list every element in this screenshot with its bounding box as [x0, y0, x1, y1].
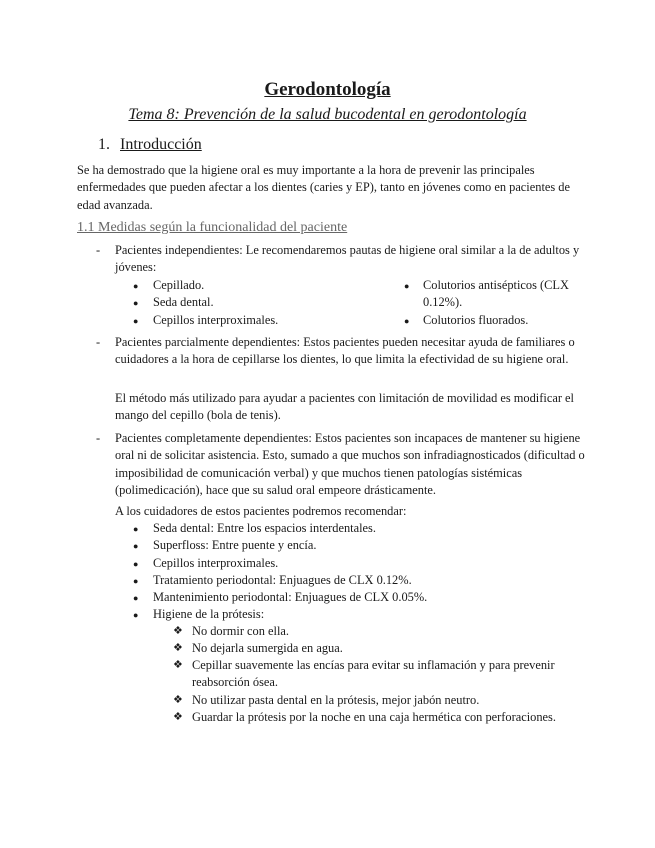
bullet-dot: ● [133, 559, 139, 569]
list-item: Cepillado. [153, 278, 205, 292]
protesis-item: Guardar la prótesis por la noche en una caja hermética con perforaciones. [192, 710, 556, 724]
protesis-item: No dormir con ella. [192, 624, 290, 638]
document-subtitle: Tema 8: Prevención de la salud bucodental en gerodontología [128, 106, 527, 123]
bullet-dot: ● [133, 316, 139, 326]
completa-text: Pacientes completamente dependientes: Estos pacientes son incapaces de mantener su higiene oral ni de solicitar asistencia. Esto, sumado a que muchos son infradiagnosticados (dificultad o imposibilidad de comunicación verbal) y que muchos tienen patologías sistémicas (polimedicación), hace que su salud oral empeore drásticamente. [115, 431, 585, 497]
list-item: Colutorios antisépticos (CLX 0.12%). [423, 278, 569, 310]
section-heading [98, 135, 202, 155]
list-item: Colutorios fluorados. [423, 313, 529, 327]
dash-bullet: - [96, 431, 101, 445]
bullet-dot: ● [133, 610, 139, 620]
diamond-bullet-icon: ❖ [173, 711, 183, 723]
section-number: 1. [98, 136, 110, 153]
diamond-bullet-icon: ❖ [173, 642, 183, 654]
dash-bullet: - [96, 335, 101, 349]
diamond-bullet-icon: ❖ [173, 659, 183, 671]
list-item: Mantenimiento periodontal: Enjuagues de CLX 0.05%. [153, 590, 428, 604]
list-item: Cepillos interproximales. [153, 556, 279, 570]
intro-paragraph: Se ha demostrado que la higiene oral es muy importante a la hora de prevenir las principales enfermedades que pueden afectar a los dientes (caries y EP), tanto en jóvenes como en pacientes de edad avanzada. [77, 163, 571, 212]
protesis-item: No utilizar pasta dental en la prótesis, mejor jabón neutro. [192, 693, 480, 707]
completa-intro: A los cuidadores de estos pacientes podremos recomendar: [115, 504, 407, 518]
diamond-bullet-icon: ❖ [173, 625, 183, 637]
bullet-dot: ● [404, 316, 410, 326]
bullet-dot: ● [133, 281, 139, 291]
parcial-note: El método más utilizado para ayudar a pacientes con limitación de movilidad es modificar el mango del cepillo (bola de tenis). [115, 391, 574, 423]
section-title: Introducción [120, 136, 202, 153]
diamond-bullet-icon: ❖ [173, 694, 183, 706]
independientes-text: Pacientes independientes: Le recomendaremos pautas de higiene oral similar a la de adultos y jóvenes: [115, 243, 580, 275]
bullet-dot: ● [133, 298, 139, 308]
bullet-dot: ● [133, 541, 139, 551]
protesis-item: No dejarla sumergida en agua. [192, 641, 343, 655]
bullet-dot: ● [133, 593, 139, 603]
subsection-heading: 1.1 Medidas según la funcionalidad del paciente [77, 220, 348, 235]
bullet-dot: ● [133, 524, 139, 534]
list-item: Cepillos interproximales. [153, 313, 279, 327]
parcial-text: Pacientes parcialmente dependientes: Estos pacientes pueden necesitar ayuda de familiares o cuidadores a la hora de cepillarse los dientes, lo que limita la efectividad de su higiene oral. [115, 335, 575, 367]
bullet-dot: ● [404, 281, 410, 291]
list-item: Seda dental. [153, 295, 214, 309]
list-item: Superfloss: Entre puente y encía. [153, 538, 317, 552]
list-item: Seda dental: Entre los espacios interdentales. [153, 521, 376, 535]
list-item: Tratamiento periodontal: Enjuagues de CLX 0.12%. [153, 573, 412, 587]
bullet-dot: ● [133, 576, 139, 586]
document-title: Gerodontología [264, 79, 391, 100]
list-item: Higiene de la prótesis: [153, 607, 265, 621]
dash-bullet: - [96, 243, 101, 257]
protesis-item: Cepillar suavemente las encías para evitar su inflamación y para prevenir reabsorción ósea. [192, 658, 555, 690]
